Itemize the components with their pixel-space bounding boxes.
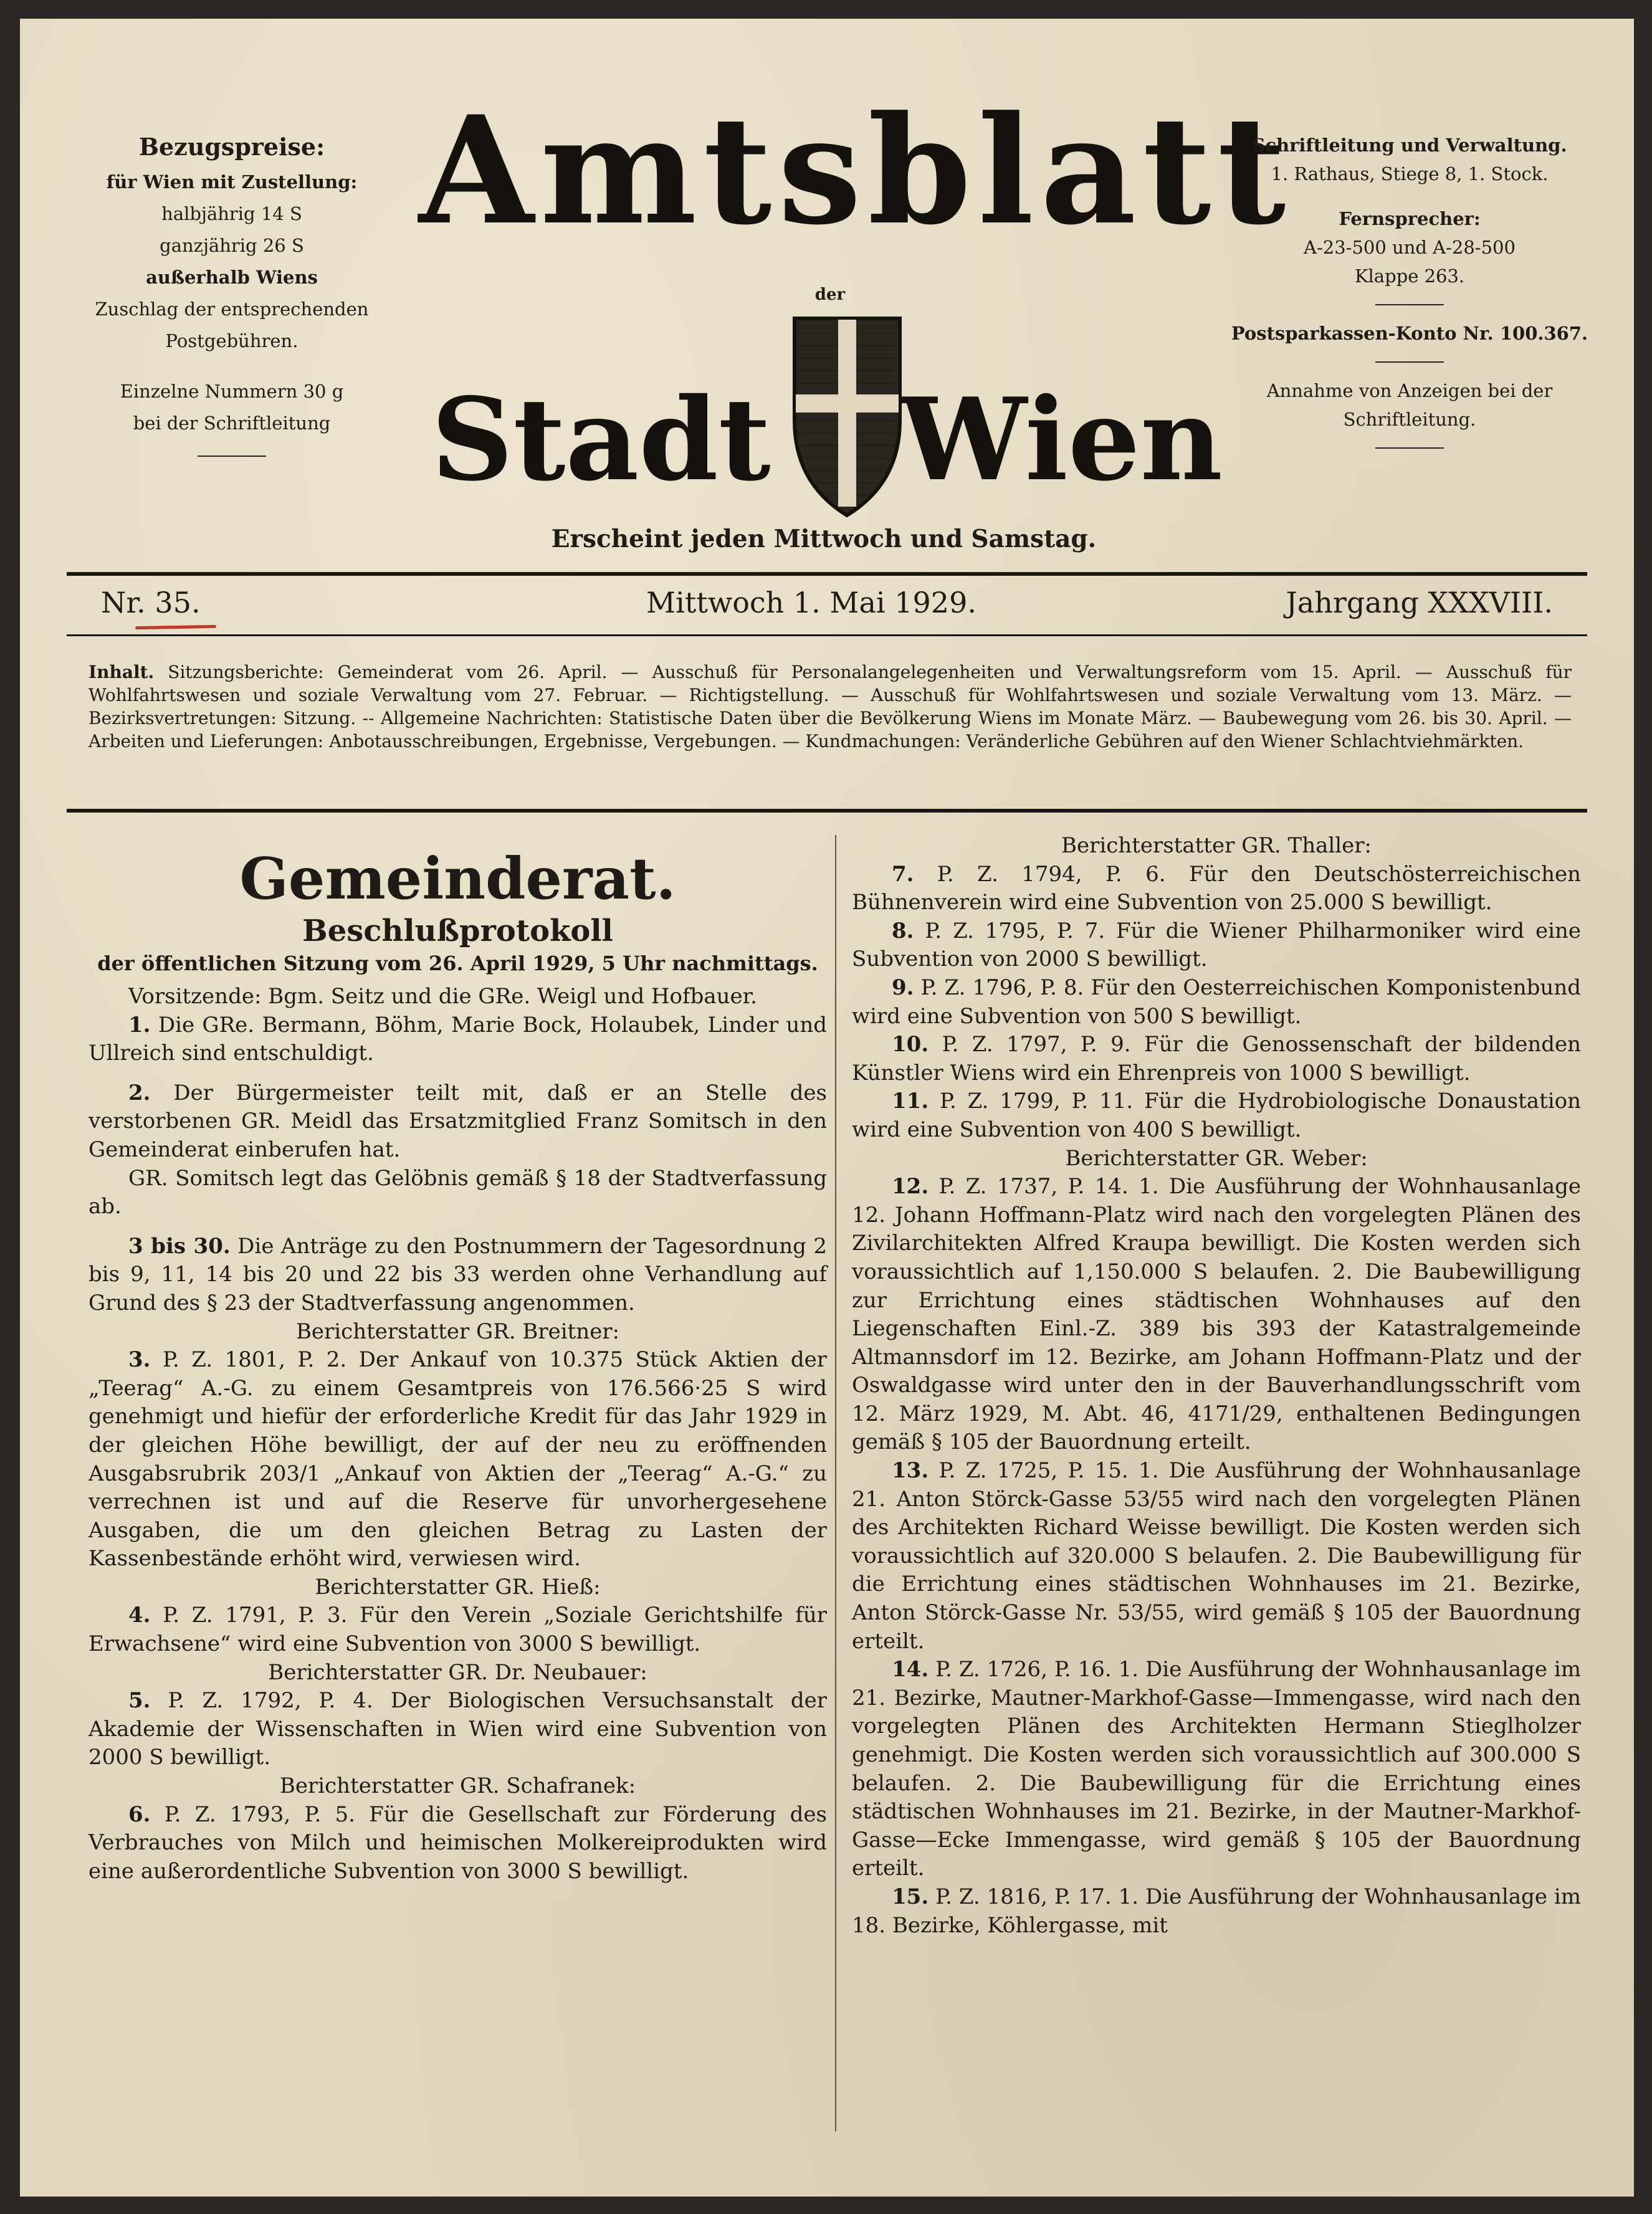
agenda-item xyxy=(852,917,1581,974)
item-number: 6. xyxy=(128,1801,151,1827)
item-text: P. Z. 1797, P. 9. Für die Genossenschaft der bildenden Künstler Wiens wird ein Ehrenpreis von 1000 S bewilligt. xyxy=(852,1032,1581,1086)
editorial-line: Postsparkassen-Konto Nr. 100.367. xyxy=(1231,323,1588,344)
agenda-item xyxy=(88,1601,827,1658)
item-number: 15. xyxy=(892,1884,929,1909)
editorial-line: A-23-500 und A-28-500 xyxy=(1304,237,1516,258)
item-number: 14. xyxy=(892,1657,929,1682)
subscription-line: halbjährig 14 S xyxy=(161,203,302,224)
item-text: Der Bürgermeister teilt mit, daß er an Stelle des verstorbenen GR. Meidl das Ersatzmitglied Franz Somitsch in den Gemeinderat einberufen hat. xyxy=(88,1080,827,1162)
item-number: 3. xyxy=(128,1347,151,1373)
divider xyxy=(1375,361,1444,363)
item-text: P. Z. 1799, P. 11. Für die Hydrobiologische Donaustation wird eine Subvention von 400 S bewilligt. xyxy=(852,1089,1581,1142)
agenda-item xyxy=(88,983,827,1011)
item-text: Vorsitzende: Bgm. Seitz und die GRe. Weigl und Hofbauer. xyxy=(128,984,757,1009)
subscription-line: außerhalb Wiens xyxy=(146,267,318,288)
agenda-item xyxy=(88,1079,827,1165)
masthead-title: Amtsblatt xyxy=(419,84,1292,258)
red-underline xyxy=(135,625,216,629)
agenda-item xyxy=(852,1087,1581,1144)
rapporteur-heading: Berichterstatter GR. Dr. Neubauer: xyxy=(268,1659,647,1685)
agenda-item xyxy=(852,974,1581,1031)
item-number: 13. xyxy=(892,1458,929,1484)
item-number: 4. xyxy=(128,1603,151,1628)
item-text: P. Z. 1801, P. 2. Der Ankauf von 10.375 Stück Aktien der „Teerag“ A.-G. zu einem Gesamtpreis von 176.566·25 S wird genehmigt und hiefür der erforderliche Kredit für das Jahr 1929 in der gleichen Höhe bewilligt, der auf der neu zu eröffnenden Ausgabsrubrik 203/1 „Ankauf von Aktien der „Teerag“ A.-G.“ zu verrechnen ist und auf die Reserve für unvorhergesehene Ausgaben, die um den gleichen Betrag zu Lasten der Kassenbestände erhöht wird, verwiesen wird. xyxy=(88,1347,827,1572)
item-text: Die Anträge zu den Postnummern der Tagesordnung 2 bis 9, 11, 14 bis 20 und 22 bis 33 werden ohne Verhandlung auf Grund des § 23 der Stadtverfassung angenommen. xyxy=(88,1233,827,1315)
editorial-line: Schriftleitung und Verwaltung. xyxy=(1252,135,1567,156)
subscription-line: Zuschlag der entsprechenden xyxy=(95,298,369,320)
article-subtitle: Beschlußprotokoll xyxy=(302,914,613,948)
subscription-heading: Bezugspreise: xyxy=(138,133,325,161)
subscription-line: bei der Schriftleitung xyxy=(133,413,331,434)
item-number: 12. xyxy=(892,1174,929,1200)
masthead-stadt: Stadt xyxy=(431,373,771,506)
rule-top xyxy=(67,572,1587,576)
item-text: P. Z. 1726, P. 16. 1. Die Ausführung der Wohnhausanlage im 21. Bezirke, Mautner-Markhof-Gasse—Immengasse, wird nach den vorgelegten Plänen des Architekten Hermann Stieglholzer genehmigt. Die Kosten werden sich voraussichtlich auf 300.000 S belaufen. 2. Die Baubewilligung für die Errichtung eines städtischen Wohnhauses im 21. Bezirke, in der Mautner-Markhof-Gasse—Ecke Immengasse, wird gemäß § 105 der Bauordnung erteilt. xyxy=(852,1657,1581,1881)
column-divider xyxy=(835,835,836,2131)
issue-date: Mittwoch 1. Mai 1929. xyxy=(646,586,976,619)
divider xyxy=(1375,447,1444,449)
rapporteur-heading: Berichterstatter GR. Thaller: xyxy=(1061,833,1372,858)
issue-number xyxy=(101,586,201,619)
subscription-line: für Wien mit Zustellung: xyxy=(106,171,358,193)
issue-number-text: Nr. 35. xyxy=(101,586,201,619)
agenda-item xyxy=(852,1173,1581,1457)
item-number: 2. xyxy=(128,1080,151,1105)
article-title: Gemeinderat. xyxy=(239,845,676,912)
agenda-item xyxy=(88,1801,827,1886)
rapporteur-heading: Berichterstatter GR. Hieß: xyxy=(315,1574,601,1600)
rapporteur-heading: Berichterstatter GR. Breitner: xyxy=(295,1319,620,1344)
item-number: 5. xyxy=(128,1688,151,1714)
agenda-item xyxy=(88,1165,827,1221)
item-text: P. Z. 1737, P. 14. 1. Die Ausführung der Wohnhausanlage 12. Johann Hoffmann-Platz wird nach den vorgelegten Plänen des Zivilarchitekten Alfred Kraupa bewilligt. Die Kosten werden sich voraussichtlich auf 1,150.000 S belaufen. 2. Die Baubewilligung zur Errichtung eines städtischen Wohnhauses auf den Liegenschaften Einl.-Z. 389 bis 393 der Katastralgemeinde Altmannsdorf im 12. Bezirke, am Johann Hoffmann-Platz und der Oswaldgasse wird unter den in der Bauverhandlungsschrift vom 12. März 1929, M. Abt. 46, 4171/29, enthaltenen Bedingungen gemäß § 105 der Bauordnung erteilt. xyxy=(852,1174,1581,1455)
editorial-line: 1. Rathaus, Stiege 8, 1. Stock. xyxy=(1271,163,1549,184)
agenda-item xyxy=(88,1687,827,1772)
agenda-item xyxy=(852,1031,1581,1087)
article-body-right xyxy=(852,832,1581,1940)
agenda-item xyxy=(88,1233,827,1318)
article-column-right xyxy=(852,832,1581,1940)
rapporteur-heading: Berichterstatter GR. Weber: xyxy=(1065,1145,1368,1171)
editorial-line: Klappe 263. xyxy=(1354,265,1465,287)
subscription-line: Postgebühren. xyxy=(165,330,298,351)
item-number: 3 bis 30. xyxy=(128,1233,231,1259)
divider xyxy=(1375,304,1444,305)
coat-of-arms-icon xyxy=(790,315,905,520)
item-text: GR. Somitsch legt das Gelöbnis gemäß § 18 der Stadtverfassung ab. xyxy=(88,1165,827,1219)
newspaper-page xyxy=(20,19,1634,2197)
item-text: P. Z. 1816, P. 17. 1. Die Ausführung der Wohnhausanlage im 18. Bezirke, Köhlergasse, mit xyxy=(852,1884,1581,1938)
agenda-item xyxy=(852,861,1581,917)
rapporteur-heading: Berichterstatter GR. Schafranek: xyxy=(279,1773,636,1799)
masthead-wien: Wien xyxy=(899,373,1223,506)
divider xyxy=(198,456,266,457)
item-number: 1. xyxy=(128,1012,151,1038)
item-number: 7. xyxy=(892,861,914,887)
contents-label: Inhalt. xyxy=(88,662,155,682)
subscription-prices xyxy=(95,131,369,457)
item-text: P. Z. 1725, P. 15. 1. Die Ausführung der Wohnhausanlage 21. Anton Störck-Gasse 53/55 wird nach den vorgelegten Plänen des Architekten Richard Weisse bewilligt. Die Kosten werden sich voraussichtlich auf 320.000 S belaufen. 2. Die Baubewilligung für die Errichtung eines städtischen Wohnhauses im 21. Bezirke, Anton Störck-Gasse Nr. 53/55, wird gemäß § 105 der Bauordnung erteilt. xyxy=(852,1458,1581,1654)
item-text: Die GRe. Bermann, Böhm, Marie Bock, Holaubek, Linder und Ullreich sind entschuldigt. xyxy=(88,1012,827,1066)
item-text: P. Z. 1792, P. 4. Der Biologischen Versuchsanstalt der Akademie der Wissenschaften in Wien wird eine Subvention von 2000 S bewilligt. xyxy=(88,1688,827,1770)
table-of-contents xyxy=(88,661,1572,753)
agenda-item xyxy=(88,1346,827,1573)
editorial-line: Fernsprecher: xyxy=(1339,208,1481,229)
subscription-line: ganzjährig 26 S xyxy=(160,235,304,256)
issue-volume: Jahrgang XXXVIII. xyxy=(1286,586,1553,619)
item-number: 8. xyxy=(892,918,914,943)
publication-schedule: Erscheint jeden Mittwoch und Samstag. xyxy=(551,525,1097,553)
editorial-info xyxy=(1223,131,1597,462)
item-number: 10. xyxy=(892,1032,929,1057)
item-text: P. Z. 1796, P. 8. Für den Oesterreichischen Komponistenbund wird eine Subvention von 500 S bewilligt. xyxy=(852,975,1581,1029)
contents-text: Sitzungsberichte: Gemeinderat vom 26. April. — Ausschuß für Personalangelegenheiten und Verwaltungsreform vom 15. April. — Ausschuß für Wohlfahrtswesen und soziale Verwaltung vom 27. Februar. — Richtigstellung. — Ausschuß für Wohlfahrtswesen und soziale Verwaltung vom 13. März. — Bezirksvertretungen: Sitzung. -- Allgemeine Nachrichten: Statistische Daten über die Bevölkerung Wiens im Monate März. — Baubewegung vom 26. bis 30. April. — Arbeiten und Lieferungen: Anbotausschreibungen, Ergebnisse, Vergebungen. — Kundmachungen: Veränderliche Gebühren auf den Wiener Schlachtviehmärkten. xyxy=(88,662,1572,752)
item-text: P. Z. 1795, P. 7. Für die Wiener Philharmoniker wird eine Subvention von 2000 S bewilligt. xyxy=(852,918,1581,972)
rule-issue-bottom xyxy=(67,634,1587,636)
item-text: P. Z. 1791, P. 3. Für den Verein „Soziale Gerichtshilfe für Erwachsene“ wird eine Subvention von 3000 S bewilligt. xyxy=(88,1603,827,1657)
article-body-left xyxy=(88,983,827,1886)
agenda-item xyxy=(852,1883,1581,1940)
editorial-line: Schriftleitung. xyxy=(1343,409,1476,430)
subscription-line: Einzelne Nummern 30 g xyxy=(120,381,344,402)
editorial-line: Annahme von Anzeigen bei der xyxy=(1266,380,1553,401)
agenda-item xyxy=(852,1457,1581,1656)
agenda-item xyxy=(88,1011,827,1068)
rule-contents-bottom xyxy=(67,809,1587,813)
item-text: P. Z. 1793, P. 5. Für die Gesellschaft zur Förderung des Verbrauches von Milch und heimischen Molkereiprodukten wird eine außerordentliche Subvention von 3000 S bewilligt. xyxy=(88,1801,827,1884)
item-text: P. Z. 1794, P. 6. Für den Deutschösterreichischen Bühnenverein wird eine Subvention von 25.000 S bewilligt. xyxy=(852,861,1581,915)
article-session: der öffentlichen Sitzung vom 26. April 1929, 5 Uhr nachmittags. xyxy=(97,952,818,975)
masthead-der: der xyxy=(814,285,846,304)
agenda-item xyxy=(852,1656,1581,1883)
item-number: 11. xyxy=(892,1089,929,1114)
item-number: 9. xyxy=(892,975,914,1000)
article-column-left xyxy=(88,832,827,1886)
